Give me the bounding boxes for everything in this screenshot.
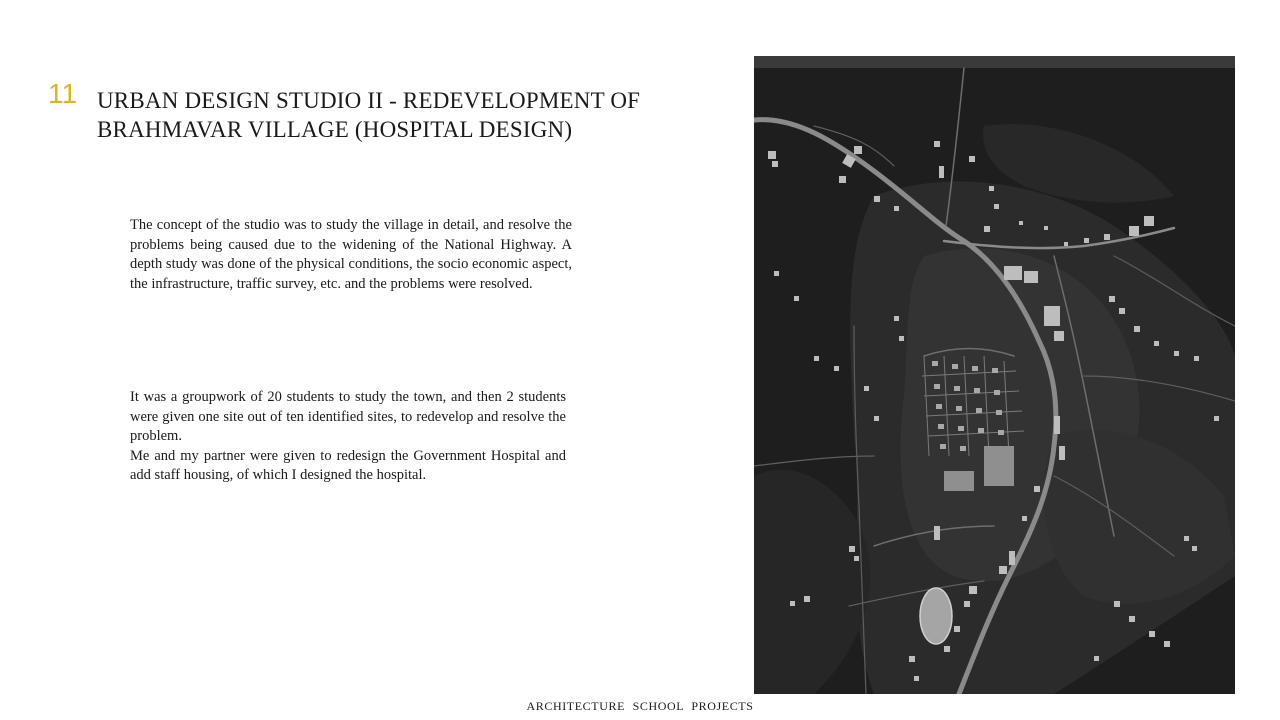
map-top-bar bbox=[754, 56, 1235, 68]
village-site-map bbox=[754, 56, 1235, 694]
title-line-2: BRAHMAVAR VILLAGE (HOSPITAL DESIGN) bbox=[97, 117, 573, 142]
slide-number: 11 bbox=[48, 78, 78, 109]
groupwork-paragraph bbox=[130, 388, 566, 486]
page-title bbox=[97, 86, 717, 144]
groupwork-text: It was a groupwork of 20 students to study the town, and then 2 students were given one site out of ten identified sites, to redevelop and resolve the problem. bbox=[130, 389, 566, 444]
site-map-image bbox=[754, 56, 1235, 694]
concept-paragraph: The concept of the studio was to study the village in detail, and resolve the problems being caused due to the widening of the National Highway. A depth study was done of the physical conditions, the socio economic aspect, the infrastructure, traffic survey, etc. and the problems were resolved. bbox=[130, 217, 572, 292]
footer-caption: ARCHITECTURE SCHOOL PROJECTS bbox=[526, 699, 754, 713]
hospital-text: Me and my partner were given to redesign the Government Hospital and add staff housing, of which I designed the hospital. bbox=[130, 447, 566, 483]
title-line-1: URBAN DESIGN STUDIO II - REDEVELOPMENT OF bbox=[97, 88, 641, 113]
stadium-track bbox=[920, 588, 952, 644]
